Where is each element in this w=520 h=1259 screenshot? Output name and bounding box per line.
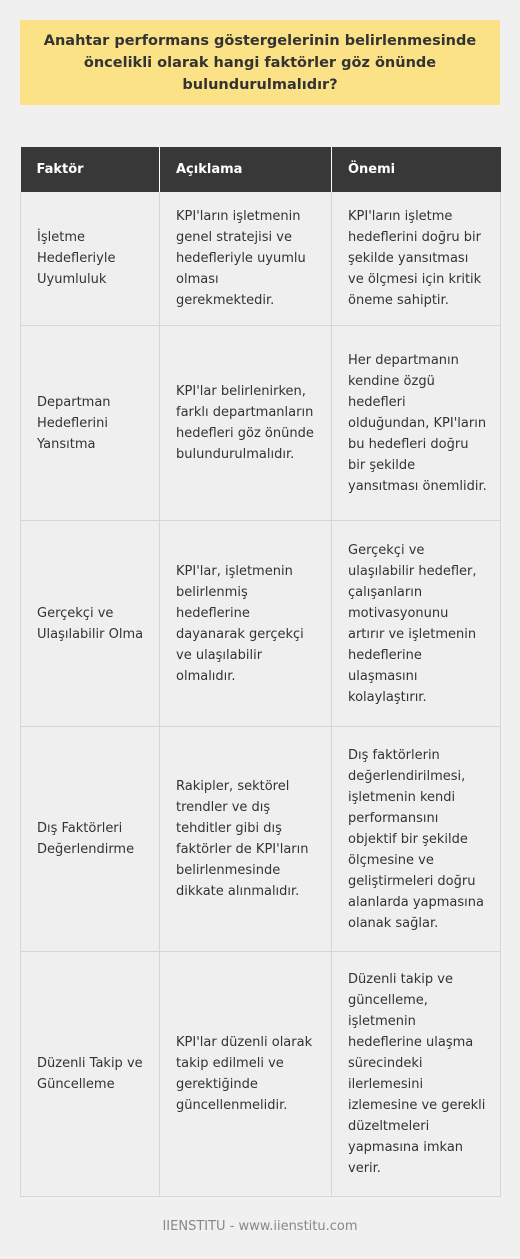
title-banner <box>20 20 500 105</box>
cell-factor: Departman Hedeflerini Yansıtma <box>21 326 160 521</box>
header-importance: Önemi <box>332 147 501 192</box>
page-title: Anahtar performans göstergelerinin belirlenmesinde öncelikli olarak hangi faktörler göz önünde bulundurulmalıdır? <box>43 32 477 93</box>
table-row <box>21 192 501 326</box>
cell-factor: Düzenli Takip ve Güncelleme <box>21 952 160 1197</box>
table-row <box>21 521 501 727</box>
cell-description: KPI'lar düzenli olarak takip edilmeli ve gerektiğinde güncellenmelidir. <box>160 952 332 1197</box>
cell-importance: Gerçekçi ve ulaşılabilir hedefler, çalışanların motivasyonunu artırır ve işletmenin hedeflerine ulaşmasını kolaylaştırır. <box>332 521 501 727</box>
header-description: Açıklama <box>160 147 332 192</box>
cell-importance: Düzenli takip ve güncelleme, işletmenin hedeflerine ulaşma sürecindeki ilerlemesini izlemesine ve gerekli düzeltmeleri yapmasına imkan verir. <box>332 952 501 1197</box>
cell-factor: Gerçekçi ve Ulaşılabilir Olma <box>21 521 160 727</box>
cell-importance: Dış faktörlerin değerlendirilmesi, işletmenin kendi performansını objektif bir şekilde ölçmesine ve geliştirmeleri doğru alanlarda yapmasına olanak sağlar. <box>332 727 501 952</box>
footer-credit: IIENSTITU - www.iienstitu.com <box>162 1219 358 1234</box>
cell-description: KPI'ların işletmenin genel stratejisi ve hedefleriyle uyumlu olması gerekmektedir. <box>160 192 332 326</box>
cell-description: Rakipler, sektörel trendler ve dış tehditler gibi dış faktörler de KPI'ların belirlenmesinde dikkate alınmalıdır. <box>160 727 332 952</box>
cell-factor: İşletme Hedefleriyle Uyumluluk <box>21 192 160 326</box>
table-row <box>21 727 501 952</box>
cell-description: KPI'lar belirlenirken, farklı departmanların hedefleri göz önünde bulundurulmalıdır. <box>160 326 332 521</box>
cell-factor: Dış Faktörleri Değerlendirme <box>21 727 160 952</box>
table-row <box>21 952 501 1197</box>
table-header-row <box>21 147 501 192</box>
kpi-factors-table <box>20 147 501 1197</box>
cell-importance: Her departmanın kendine özgü hedefleri olduğundan, KPI'ların bu hedefleri doğru bir şekilde yansıtması önemlidir. <box>332 326 501 521</box>
cell-description: KPI'lar, işletmenin belirlenmiş hedeflerine dayanarak gerçekçi ve ulaşılabilir olmalıdır. <box>160 521 332 727</box>
header-factor: Faktör <box>21 147 160 192</box>
cell-importance: KPI'ların işletme hedeflerini doğru bir şekilde yansıtması ve ölçmesi için kritik öneme sahiptir. <box>332 192 501 326</box>
table-row <box>21 326 501 521</box>
